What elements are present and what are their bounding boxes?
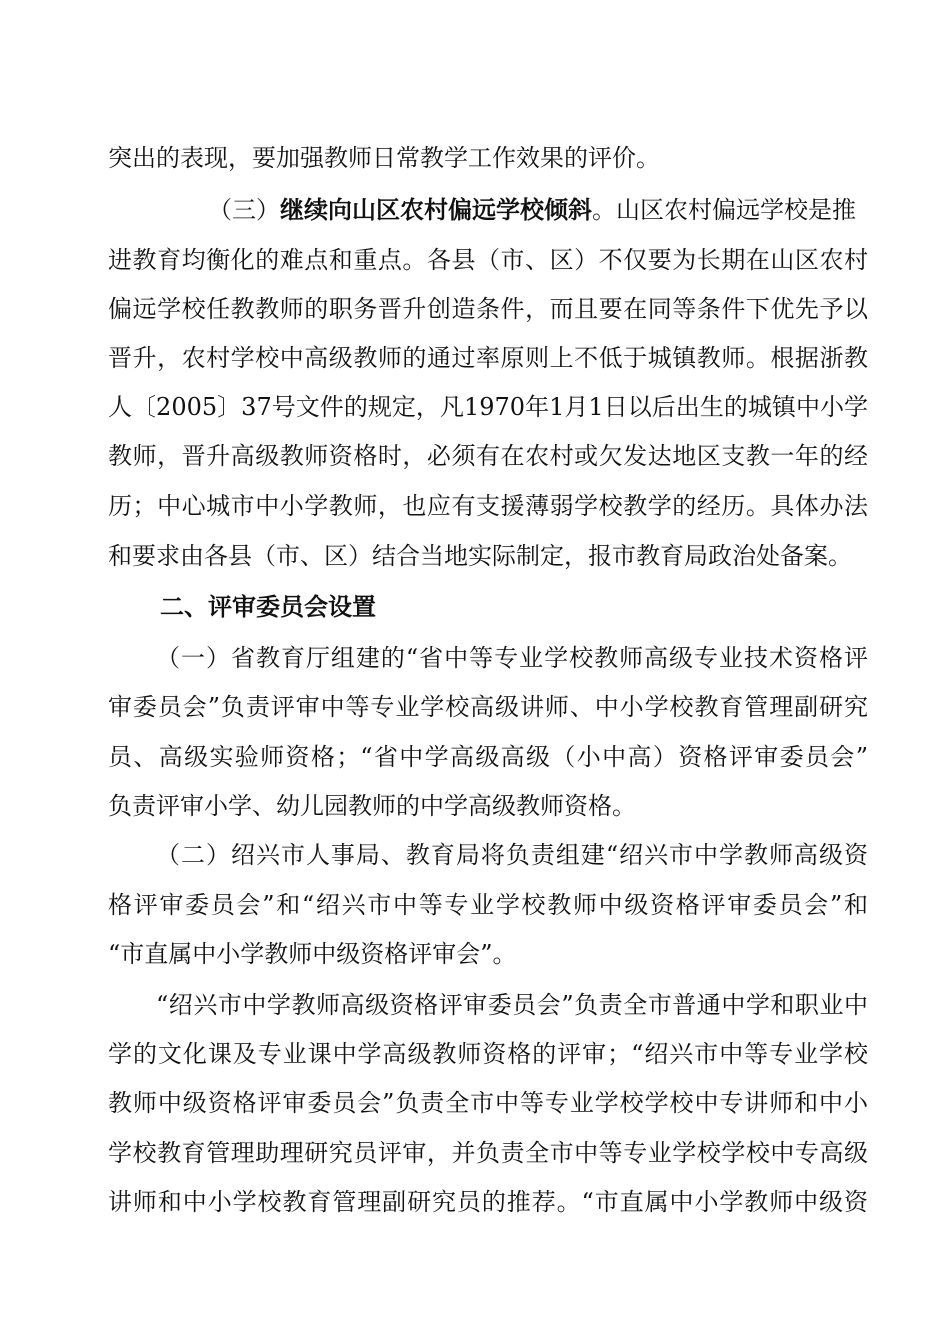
paragraph-line: 进教育均衡化的难点和重点。各县（市、区）不仅要为长期在山区农村 bbox=[108, 246, 868, 274]
section-intro-text: 。山区农村偏远学校是推 bbox=[592, 196, 856, 224]
paragraph-line: 教师，晋升高级教师资格时，必须有在农村或欠发达地区支教一年的经 bbox=[108, 442, 868, 470]
paragraph-line: 学的文化课及专业课中学高级教师资格的评审；“绍兴市中等专业学校 bbox=[108, 1040, 868, 1068]
paragraph-line: （二）绍兴市人事局、教育局将负责组建“绍兴市中学教师高级资 bbox=[156, 841, 868, 869]
paragraph-line: 负责评审小学、幼儿园教师的中学高级教师资格。 bbox=[108, 792, 636, 820]
section-number: （三） bbox=[208, 196, 280, 224]
paragraph-line: 员、高级实验师资格；“省中学高级高级（小中高）资格评审委员会” bbox=[108, 743, 868, 771]
paragraph-line: 突出的表现，要加强教师日常教学工作效果的评价。 bbox=[108, 144, 660, 172]
section-three-heading-line bbox=[208, 190, 868, 230]
paragraph-line: 讲师和中小学校教育管理副研究员的推荐。“市直属中小学教师中级资 bbox=[108, 1188, 868, 1216]
paragraph-line: 历；中心城市中小学教师，也应有支援薄弱学校教学的经历。具体办法 bbox=[108, 492, 868, 520]
paragraph-line: 审委员会”负责评审中等专业学校高级讲师、中小学校教育管理副研究 bbox=[108, 693, 868, 721]
section-title: 继续向山区农村偏远学校倾斜 bbox=[280, 196, 592, 224]
paragraph-line: 晋升，农村学校中高级教师的通过率原则上不低于城镇教师。根据浙教 bbox=[108, 344, 868, 372]
paragraph-line: 偏远学校任教教师的职务晋升创造条件，而且要在同等条件下优先予以 bbox=[108, 295, 868, 323]
paragraph-line: 学校教育管理助理研究员评审，并负责全市中等专业学校学校中专高级 bbox=[108, 1139, 868, 1167]
paragraph-line: 教师中级资格评审委员会”负责全市中等专业学校学校中专讲师和中小 bbox=[108, 1089, 868, 1117]
paragraph-line: （一）省教育厅组建的“省中等专业学校教师高级专业技术资格评 bbox=[156, 644, 868, 672]
paragraph-line: 和要求由各县（市、区）结合当地实际制定，报市教育局政治处备案。 bbox=[108, 542, 852, 570]
section-heading: 二、评审委员会设置 bbox=[160, 593, 376, 621]
paragraph-line: “绍兴市中学教师高级资格评审委员会”负责全市普通中学和职业中 bbox=[156, 991, 868, 1019]
paragraph-line: 格评审委员会”和“绍兴市中等专业学校教师中级资格评审委员会”和 bbox=[108, 891, 868, 919]
paragraph-line: “市直属中小学教师中级资格评审会”。 bbox=[108, 940, 517, 968]
paragraph-line: 人〔2005〕37号文件的规定，凡1970年1月1日以后出生的城镇中小学 bbox=[108, 393, 868, 421]
